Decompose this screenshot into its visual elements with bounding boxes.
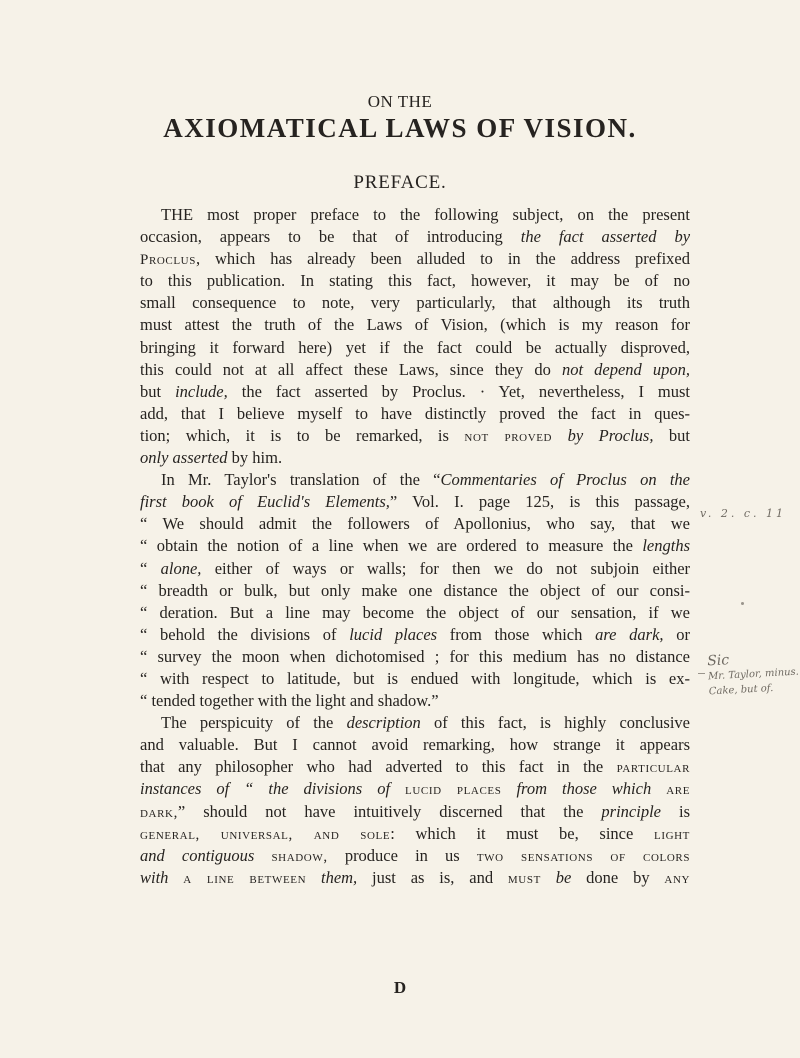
page-title: AXIOMATICAL LAWS OF VISION. (163, 113, 637, 143)
quote-line: “ survey the moon when dichotomised ; for this medium has no distance (140, 646, 690, 666)
text-line: only asserted by him. (140, 448, 283, 468)
text-line: add, that I believe myself to have distinctly proved the fact in ques- (140, 403, 690, 423)
quote-line: “ with respect to latitude, but is endued with longitude, which is ex- (140, 668, 690, 688)
quote-line: “ obtain the notion of a line when we are ordered to measure the lengths (140, 536, 691, 556)
running-prefix: ON THE (367, 92, 433, 111)
text-line: must attest the truth of the Laws of Vision, (which is my reason for (140, 315, 690, 335)
text-line: and valuable. But I cannot avoid remarking, how strange it appears (140, 735, 690, 755)
quote-line: “ tended together with the light and shadow.” (140, 691, 439, 711)
text-line: and contiguous shadow, produce in us two sensations of colors (140, 845, 691, 865)
quote-line: “ deration. But a line may become the object of our sensation, if we (140, 602, 690, 622)
text-line: occasion, appears to be that of introducing the fact asserted by (140, 227, 691, 247)
text-line: The perspicuity of the description of this fact, is highly conclusive (161, 713, 691, 733)
text-line: instances of “ the divisions of lucid places from those which are (140, 779, 691, 799)
handwritten-annotation: Sic Mr. Taylor, minus. Cake, but of. (706, 652, 800, 698)
text-line: THE most proper preface to the following subject, on the present (161, 205, 690, 224)
text-line: Proclus, which has already been alluded to in the address prefixed (140, 249, 690, 269)
text-line: bringing it forward here) yet if the fact could be actually disproved, (140, 337, 690, 357)
quote-line: “ behold the divisions of lucid places from those which are dark, or (140, 624, 690, 644)
text-line: this could not at all affect these Laws, since they do not depend upon, (140, 359, 690, 379)
text-line: general, universal, and sole: which it must be, since light (140, 823, 690, 843)
margin-dot (741, 602, 744, 605)
margin-note: v. 2. c. 11 (700, 507, 787, 520)
text-line: first book of Euclid's Elements,” Vol. I. page 125, is this passage, (140, 492, 690, 512)
quote-line: “ alone, either of ways or walls; for then we do not subjoin either (140, 558, 691, 578)
text-line: that any philosopher who had adverted to this fact in the particular (140, 757, 691, 777)
quote-line: “ We should admit the followers of Apollonius, who say, that we (140, 514, 690, 534)
section-heading: PREFACE. (353, 172, 447, 193)
text-line: small consequence to note, very particularly, that although its truth (140, 293, 690, 313)
text-line: to this publication. In stating this fact, however, it may be of no (140, 271, 690, 291)
margin-dash (698, 673, 705, 674)
text-line: with a line between them, just as is, and must be done by any (140, 867, 691, 887)
text-line: dark,” should not have intuitively discerned that the principle is (140, 801, 691, 821)
signature-mark: D (393, 978, 407, 997)
text-line: tion; which, it is to be remarked, is not proved by Proclus, but (140, 425, 691, 445)
quote-line: “ breadth or bulk, but only make one distance the object of our consi- (140, 580, 690, 600)
text-line: In Mr. Taylor's translation of the “Commentaries of Proclus on the (161, 470, 690, 490)
preface-text (140, 204, 690, 889)
text-line: but include, the fact asserted by Proclus. · Yet, nevertheless, I must (140, 381, 691, 401)
